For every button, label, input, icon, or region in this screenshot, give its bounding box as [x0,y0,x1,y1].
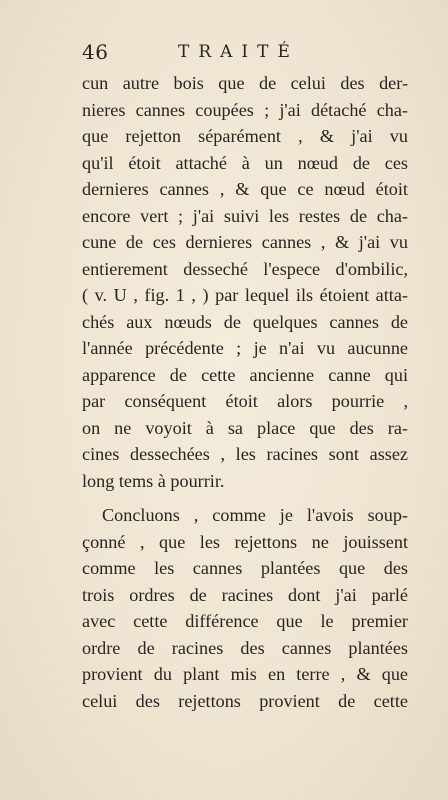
body-text [82,70,408,714]
running-title: TRAITÉ [178,42,299,62]
text-line: provient du plant mis en terre , & que [82,664,408,684]
text-line: encore vert ; j'ai suivi les restes de cha- [82,205,408,226]
text-line: comme les cannes plantées que des [82,558,408,578]
text-line: ( v. U , fig. 1 , ) par lequel ils étoient atta- [82,285,408,305]
text-line: long tems à pourrir. [82,470,225,491]
page-number: 46 [82,40,109,64]
text-line: avec cette différence que le premier [82,611,408,631]
text-line: çonné , que les rejettons ne jouissent [82,531,408,552]
text-line: dernieres cannes , & que ce nœud étoit [82,179,408,199]
text-line: Concluons , comme je l'avois soup- [102,505,408,525]
text-line: l'année précédente ; je n'ai vu aucunne [82,338,408,358]
text-line: entierement desseché l'espece d'ombilic, [82,258,408,279]
text-line: cun autre bois que de celui des der- [82,73,408,93]
text-line: que rejetton séparément , & j'ai vu [82,126,408,146]
text-line: qu'il étoit attaché à un nœud de ces [82,152,408,173]
text-line: celui des rejettons provient de cette [82,690,408,711]
text-line: cines dessechées , les racines sont assez [82,444,408,464]
text-line: on ne voyoit à sa place que des ra- [82,417,408,438]
page-header [82,36,408,66]
text-line: par conséquent étoit alors pourrie , [82,391,408,411]
text-line: apparence de cette ancienne canne qui [82,364,408,385]
text-line: trois ordres de racines dont j'ai parlé [82,584,408,605]
text-line: chés aux nœuds de quelques cannes de [82,311,408,332]
paragraph-2 [82,502,408,714]
text-line: ordre de racines des cannes plantées [82,637,408,658]
text-line: nieres cannes coupées ; j'ai détaché cha- [82,99,408,120]
paragraph-1 [82,70,408,494]
text-line: cune de ces dernieres cannes , & j'ai vu [82,232,408,252]
